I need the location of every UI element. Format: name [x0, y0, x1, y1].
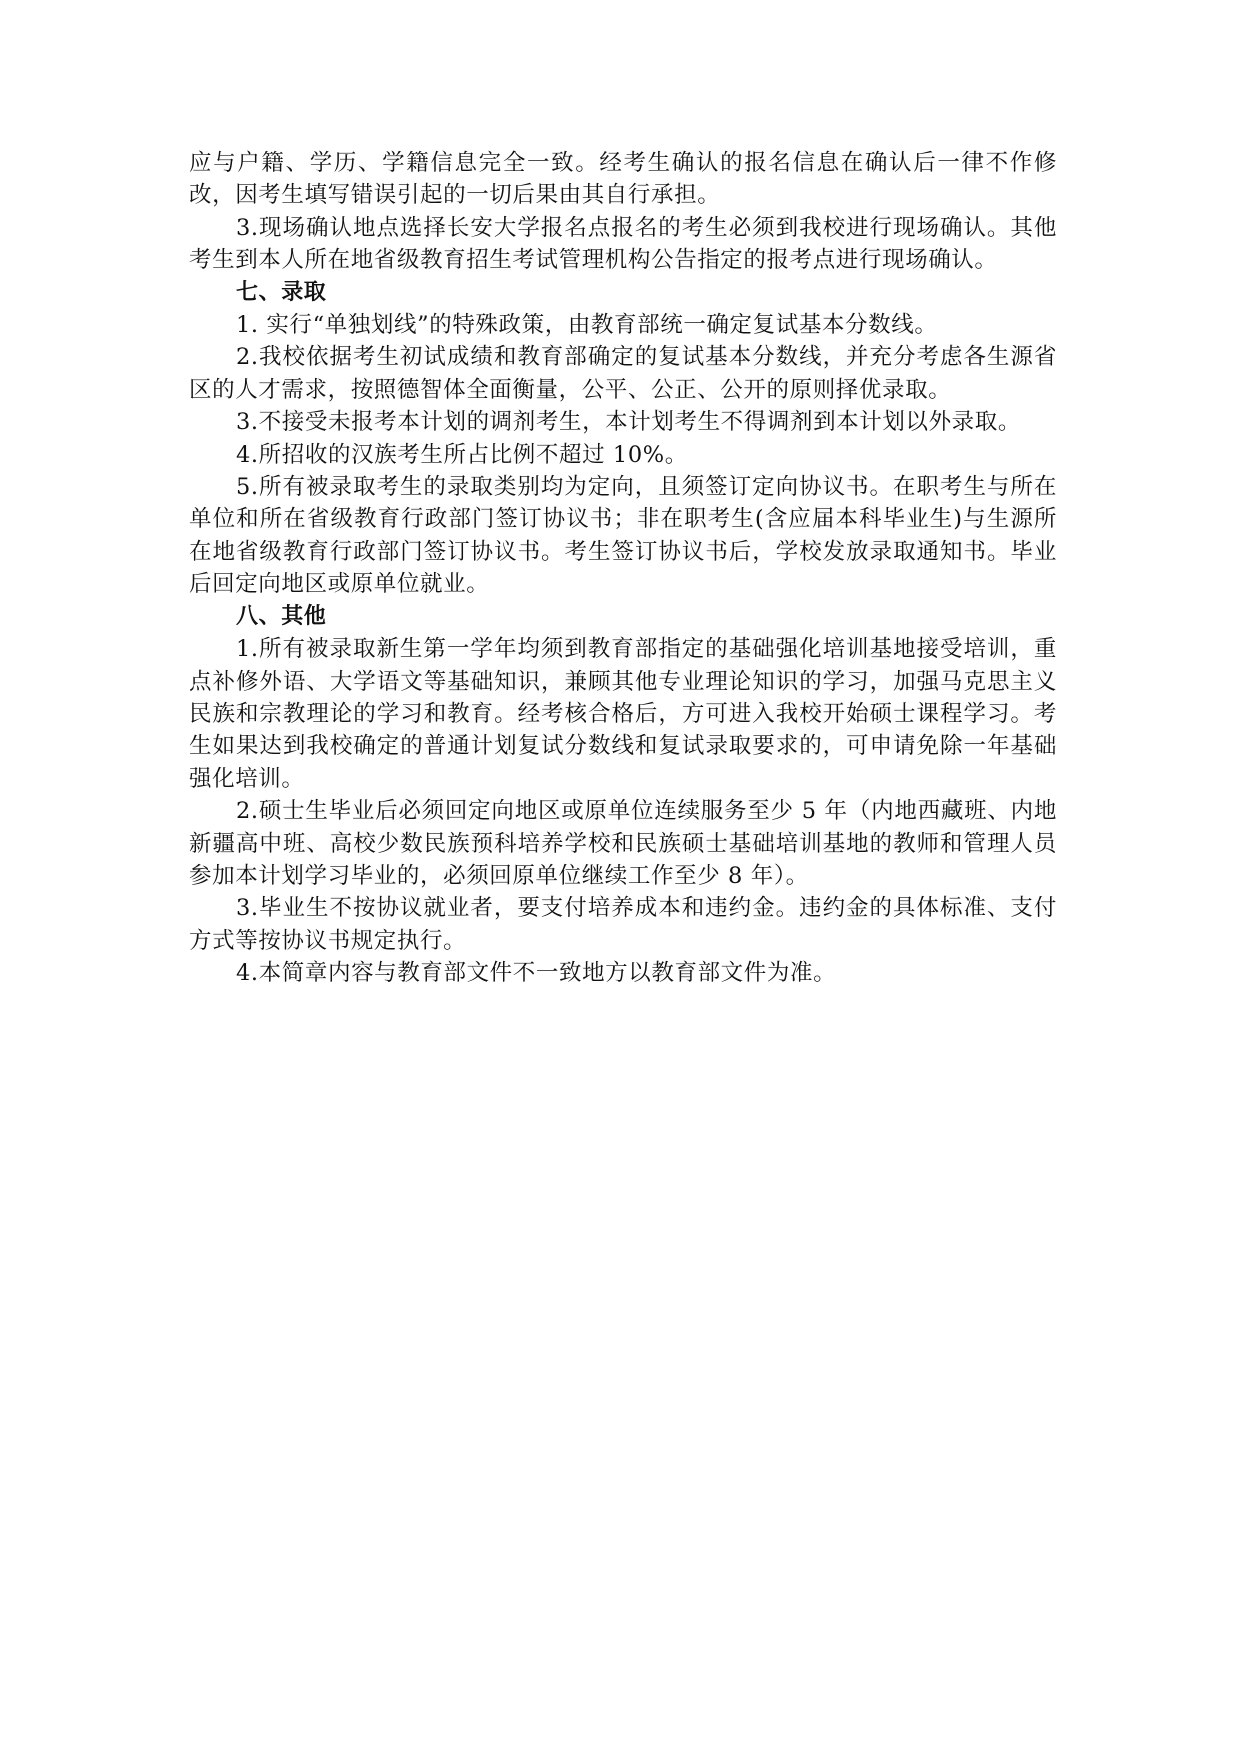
section-heading-admission: 七、录取 [236, 279, 327, 305]
document-body [189, 147, 1057, 990]
section-heading-other: 八、其他 [236, 603, 327, 629]
paragraph-other-4: 4.本简章内容与教育部文件不一致地方以教育部文件为准。 [236, 960, 837, 987]
paragraph-admission-3: 3.不接受未报考本计划的调剂考生，本计划考生不得调剂到本计划以外录取。 [236, 409, 1021, 436]
paragraph-other-3: 3.毕业生不按协议就业者，要支付培养成本和违约金。违约金的具体标准、支付方式等按协议书规定执行。 [189, 895, 1057, 954]
paragraph-onsite-confirmation: 3.现场确认地点选择长安大学报名点报名的考生必须到我校进行现场确认。其他考生到本人所在地省级教育招生考试管理机构公告指定的报考点进行现场确认。 [189, 214, 1057, 274]
paragraph-other-1: 1.所有被录取新生第一学年均须到教育部指定的基础强化培训基地接受培训，重点补修外语、大学语文等基础知识，兼顾其他专业理论知识的学习，加强马克思主义民族和宗教理论的学习和教育。经考核合格后，方可进入我校开始硕士课程学习。考生如果达到我校确定的普通计划复试分数线和复试录取要求的，可申请免除一年基础强化培训。 [189, 636, 1057, 792]
paragraph-admission-5: 5.所有被录取考生的录取类别均为定向，且须签订定向协议书。在职考生与所在单位和所在省级教育行政部门签订协议书；非在职考生(含应届本科毕业生)与生源所在地省级教育行政部门签订协议书。考生签订协议书后，学校发放录取通知书。毕业后回定向地区或原单位就业。 [189, 474, 1057, 598]
paragraph-admission-2: 2.我校依据考生初试成绩和教育部确定的复试基本分数线，并充分考虑各生源省区的人才需求，按照德智体全面衡量，公平、公正、公开的原则择优录取。 [189, 344, 1057, 403]
paragraph-admission-1: 1. 实行“单独划线”的特殊政策，由教育部统一确定复试基本分数线。 [236, 312, 938, 339]
paragraph-admission-4: 4.所招收的汉族考生所占比例不超过 10%。 [236, 441, 688, 468]
paragraph-registration-info: 应与户籍、学历、学籍信息完全一致。经考生确认的报名信息在确认后一律不作修改，因考生填写错误引起的一切后果由其自行承担。 [189, 150, 1057, 209]
paragraph-other-2: 2.硕士生毕业后必须回定向地区或原单位连续服务至少 5 年（内地西藏班、内地新疆高中班、高校少数民族预科培养学校和民族硕士基础培训基地的教师和管理人员参加本计划学习毕业的，必须回原单位继续工作至少 8 年）。 [189, 798, 1057, 889]
